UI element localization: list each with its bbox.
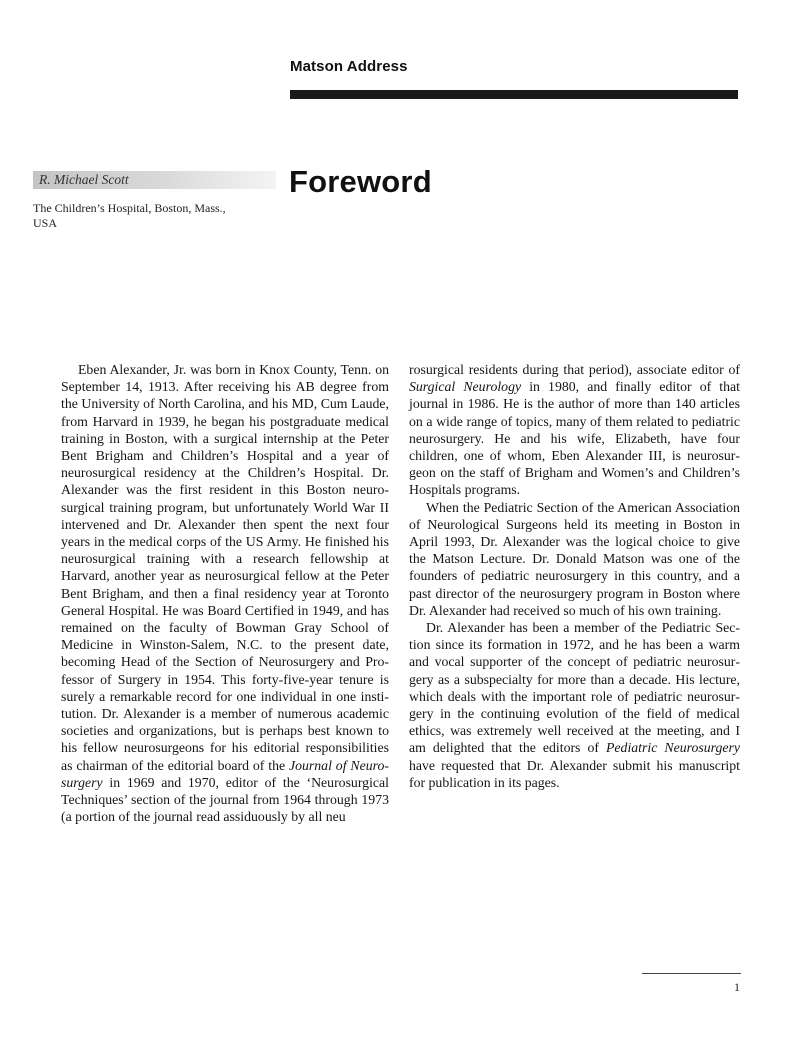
author-name: R. Michael Scott (39, 172, 129, 187)
footer-rule (642, 973, 741, 974)
body-column-left (61, 361, 389, 825)
header-rule (290, 90, 738, 99)
paragraph-3-text-b: have requested that Dr. Alexander submit his manuscript for publication in its pages. (409, 757, 740, 790)
page-title: Foreword (289, 164, 432, 199)
journal-title-surgical-neurology: Surgical Neurology (409, 379, 522, 395)
paragraph-1 (61, 361, 389, 825)
body-column-right (409, 361, 740, 791)
page-number: 1 (734, 980, 740, 994)
paragraph-3-text-a: Dr. Alexander has been a member of the Pediatric Section since its formation in 1972, and he has been a warm and vocal supporter of the concept of pediatric neurosurgery as a subspecialty for more than a decade. His lecture, which deals with the important role of pediatric neurosurgery in the continuing evolution of the field of medical ethics, was extremely well received at the meeting, and I am delighted that the editors of (409, 620, 740, 756)
paragraph-1-text-a: Eben Alexander, Jr. was born in Knox County, Tenn. on September 14, 1913. After receiving his AB degree from the University of North Carolina, and his MD, Cum Laude, from Harvard in 1939, he began his postgraduate medical training in Boston, with a surgical internship at the Peter Bent Brigham and Children’s Hospital and a year of neurosurgical residency at the Children’s Hospital. Dr. Alexander was the first resident in this Boston neurosurgical training program, but unfortunately World War II intervened and Dr. Alexander then spent the next four years in the medical corps of the US Army. He finished his neurosurgical training with a research fellowship at Harvard, another year as neurosurgical fellow at the Peter Bent Brigham, and then a final residency year at Toronto General Hospital. He was Board Certified in 1949, and has remained on the faculty of Bowman Gray School of Medicine in Winston-Salem, N.C. to the present date, becoming Head of the Section of Neurosurgery and Professor of Surgery in 1954. This forty-five-year tenure is surely a remarkable record for one individual in one institution. Dr. Alexander is a member of numerous academic societies and organizations, but is perhaps best known to his fellow neurosurgeons for his editorial responsibilities as chairman of the editorial board of the (61, 362, 389, 773)
author-affiliation (33, 201, 273, 231)
author-box (33, 171, 276, 189)
paragraph-3 (409, 619, 740, 791)
journal-title-pediatric-neurosurgery: Pediatric Neurosurgery (606, 740, 740, 756)
affiliation-line-1: The Children’s Hospital, Boston, Mass., (33, 201, 226, 215)
paragraph-1-text-b: in 1969 and 1970, editor of the ‘Neurosurgical Techniques’ section of the journal from 1964 through 1973 (a portion of the journal read assiduously by all neu (61, 774, 389, 825)
paragraph-1-text-c: rosurgical residents during that period), associate editor of (409, 362, 740, 377)
paragraph-2: When the Pediatric Section of the American Association of Neurological Surgeons held its meeting in Boston in April 1993, Dr. Alexander was the logical choice to give the Matson Lecture. Dr. Donald Matson was one of the founders of pediatric neurosurgery in this country, and a past director of the neurosurgery program in Boston where Dr. Alexander had received so much of his own training. (409, 499, 740, 618)
section-label: Matson Address (290, 58, 408, 75)
journal-title-neurosurgery: Journal of Neurosurgery (61, 757, 389, 790)
paragraph-1-continued (409, 361, 740, 499)
paragraph-1-text-d: in 1980, and finally editor of that journal in 1986. He is the author of more than 140 articles on a wide range of topics, many of them related to pediatric neurosurgery. He and his wife, Elizabeth, have four children, one of whom, Eben Alexander III, is neurosurgeon on the staff of Brigham and Women’s and Children’s Hospitals programs. (409, 379, 740, 498)
affiliation-line-2: USA (33, 216, 58, 230)
